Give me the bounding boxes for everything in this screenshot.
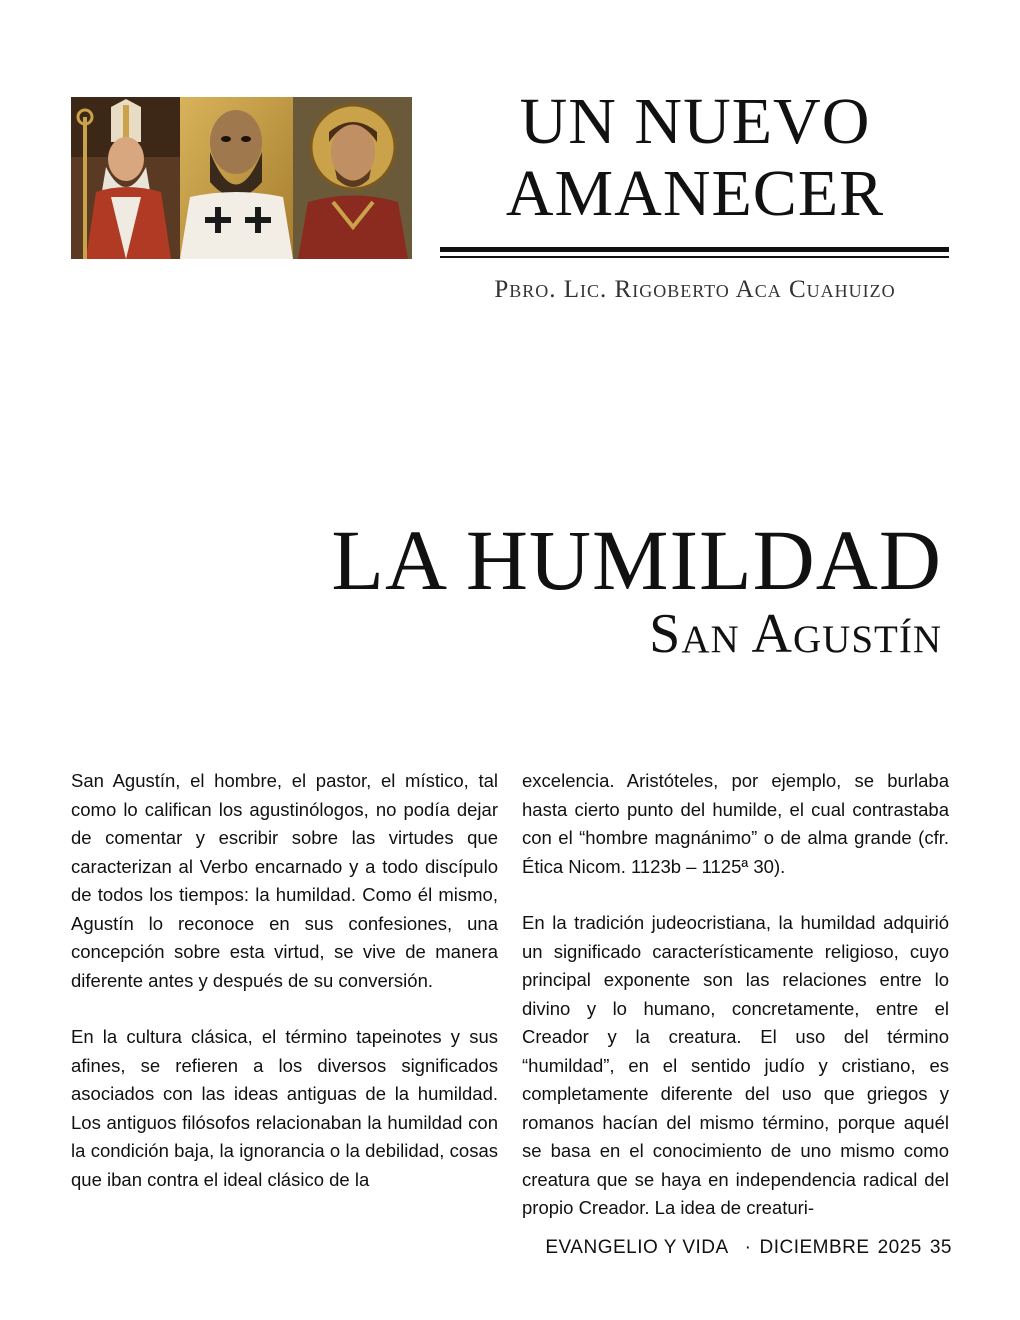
section-title-line1: UN NUEVO xyxy=(519,85,871,158)
bearded-saint-icon xyxy=(180,97,293,259)
paragraph: En la cultura clásica, el término tapeinotes y sus afines, se refieren a los diversos significados asociados con las ideas antiguas de la humildad. Los antiguos filósofos relacionaban la humildad con la condición baja, la ignorancia o la debilidad, cosas que iban contra el ideal clásico de la xyxy=(71,1026,498,1190)
saint-icons-strip xyxy=(71,97,412,259)
article-column-left xyxy=(71,767,498,1222)
article-column-right xyxy=(522,767,949,1251)
page-number: 35 xyxy=(929,1237,952,1258)
page-footer xyxy=(537,1237,952,1259)
haloed-saint-icon xyxy=(293,97,412,259)
issue-month: DICIEMBRE xyxy=(759,1237,870,1258)
author-byline: Pbro. Lic. Rigoberto Aca Cuahuizo xyxy=(494,276,896,303)
publication-name: EVANGELIO Y VIDA xyxy=(545,1237,729,1258)
footer-separator: · xyxy=(744,1237,752,1258)
section-title-line2: AMANECER xyxy=(505,157,885,230)
paragraph: excelencia. Aristóteles, por ejemplo, se burlaba hasta cierto punto del humilde, el cual contrastaba con el “hombre magnánimo” o de alma grande (cfr. Ética Nicom. 1123b – 1125ª 30). xyxy=(522,770,949,877)
section-title xyxy=(440,86,950,230)
bishop-portrait-icon xyxy=(71,97,180,259)
article-title: LA HUMILDAD xyxy=(331,512,942,608)
title-divider-thin xyxy=(440,256,949,258)
title-divider-thick xyxy=(440,247,949,252)
paragraph: San Agustín, el hombre, el pastor, el místico, tal como lo califican los agustinólogos, no podía dejar de comentar y escribir sobre las virtudes que caracterizan al Verbo encarnado y a todo discípulo de todos los tiempos: la humildad. Como él mismo, Agustín lo reconoce en sus confesiones, una concepción sobre esta virtud, se vive de manera diferente antes y después de su conversión. xyxy=(71,770,498,991)
issue-year: 2025 xyxy=(877,1237,922,1258)
article-subtitle: San Agustín xyxy=(649,603,942,665)
paragraph: En la tradición judeocristiana, la humildad adquirió un significado característicamente religioso, cuyo principal exponente son las relaciones entre lo divino y lo humano, concretamente, entre el Creador y la creatura. El uso del término “humildad”, en el sentido judío y cristiano, es completamente diferente del uso que griegos y romanos hacían del mismo término, porque aquél se basa en el conocimiento de uno mismo como creatura que se haya en independencia radical del propio Creador. La idea de creaturi- xyxy=(522,912,949,1218)
